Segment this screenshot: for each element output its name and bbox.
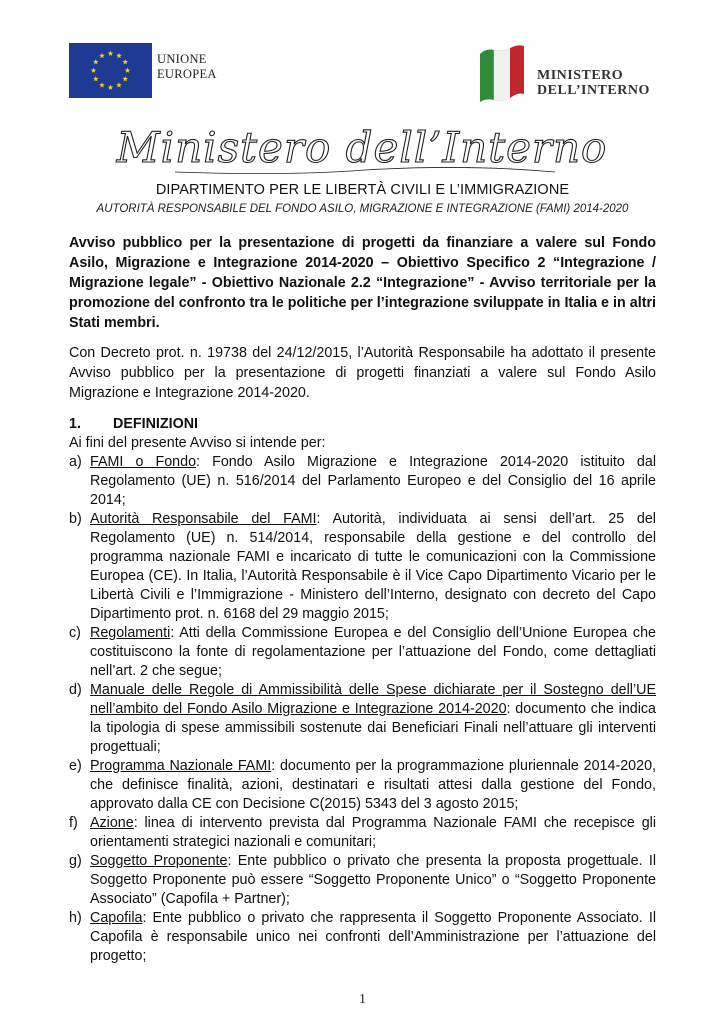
definitions-list <box>69 453 656 966</box>
ministry-signature-logo <box>116 118 608 180</box>
list-item <box>69 757 656 814</box>
item-text: : Ente pubblico o privato che presenta la proposta progettuale. Il Soggetto Proponente può essere “Soggetto Proponente Unico” o “Soggetto Proponente Associato” (Capofila + Partner); <box>90 853 657 907</box>
authority-name: AUTORITÀ RESPONSABILE DEL FONDO ASILO, MIGRAZIONE E INTEGRAZIONE (FAMI) 2014-2020 <box>96 203 629 215</box>
list-item <box>69 852 656 909</box>
definitions-section <box>69 415 656 966</box>
item-letter: b) <box>69 511 82 527</box>
eu-logo <box>69 43 152 98</box>
item-letter: d) <box>69 682 82 698</box>
item-term: Soggetto Proponente <box>90 853 228 869</box>
item-letter: c) <box>69 625 81 641</box>
item-letter: h) <box>69 910 82 926</box>
item-letter: g) <box>69 853 82 869</box>
item-letter: e) <box>69 758 82 774</box>
item-text: : Autorità, individuata ai sensi dell’art. 25 del Regolamento (UE) n. 514/2014, responsabile della gestione e del controllo del programma nazionale FAMI e incaricato di tutte le comunicazioni con la Commissione Europea (CE). In Italia, l’Autorità Responsabile è il Vice Capo Dipartimento Vicario per le Libertà Civili e l’Immigrazione - Ministero dell’Interno, designato con decreto del Capo Dipartimento prot. n. 6168 del 29 maggio 2015; <box>90 511 656 622</box>
svg-text:Ministero dell’Interno: Ministero dell’Interno <box>116 123 608 172</box>
item-term: Regolamenti <box>90 625 171 641</box>
item-text: : Atti della Commissione Europea e del Consiglio dell’Unione Europea che costituiscono la fonte di regolamentazione per l’attuazione del Fondo, come dettagliati nell’art. 2 che segue; <box>90 625 656 679</box>
item-term: Capofila <box>90 910 143 926</box>
item-text: : Ente pubblico o privato che rappresenta il Soggetto Proponente Associato. Il Capofila è responsabile unico nei confronti dell’Amministrazione per l’attuazione del progetto; <box>90 910 656 964</box>
department-name: DIPARTIMENTO PER LE LIBERTÀ CIVILI E L’IMMIGRAZIONE <box>155 182 570 198</box>
ministry-wordmark <box>537 68 650 98</box>
section-title: DEFINIZIONI <box>113 416 198 432</box>
list-item <box>69 624 656 681</box>
list-item <box>69 681 656 757</box>
intro-paragraph: Con Decreto prot. n. 19738 del 24/12/2015, l’Autorità Responsabile ha adottato il presente Avviso pubblico per la presentazione di progetti finanziati a valere sul Fondo Asilo Migrazione e Integrazione 2014-2020. <box>69 345 656 401</box>
section-heading <box>69 415 656 434</box>
item-text: : documento che indica la tipologia di spese ammissibili sostenute dai Beneficiari Finali nell’attuare gli interventi progettuali; <box>90 701 656 755</box>
item-text: : linea di intervento prevista dal Programma Nazionale FAMI che recepisce gli orientamenti strategici nazionali e comunitari; <box>90 815 656 850</box>
ministry-line-2: DELL’INTERNO <box>537 83 650 98</box>
eu-flag-icon <box>69 43 152 98</box>
item-term: Programma Nazionale FAMI <box>90 758 272 774</box>
list-item <box>69 909 656 966</box>
list-item <box>69 453 656 510</box>
item-text: : documento per la programmazione pluriennale 2014-2020, che definisce finalità, azioni, destinatari e risultati attesi dalla gestione del Fondo, approvato dalla CE con Decisione C(2015) 5343 del 3 agosto 2015; <box>90 758 656 812</box>
item-term: FAMI o Fondo <box>90 454 197 470</box>
eu-line-2: EUROPEA <box>157 67 217 81</box>
item-letter: a) <box>69 454 82 470</box>
list-item <box>69 510 656 624</box>
page-number: 1 <box>359 992 366 1007</box>
notice-title: Avviso pubblico per la presentazione di progetti da finanziare a valere sul Fondo Asilo, Migrazione e Integrazione 2014-2020 – Obiettivo Specifico 2 “Integrazione / Migrazione legale” - Obiettivo Nazionale 2.2 “Integrazione” - Avviso territoriale per la promozione del confronto tra le politiche per l’integrazione sviluppate in Italia e in altri Stati membri. <box>69 235 656 331</box>
ministry-flag-icon <box>478 44 526 102</box>
item-term: Manuale delle Regole di Ammissibilità delle Spese dichiarate per il Sostegno dell’UE nell’ambito del Fondo Asilo Migrazione e Integrazione 2014-2020 <box>90 682 656 717</box>
section-lead: Ai fini del presente Avviso si intende per: <box>69 435 326 451</box>
item-letter: f) <box>69 815 78 831</box>
ministry-line-1: MINISTERO <box>537 68 624 83</box>
eu-line-1: UNIONE <box>157 52 207 66</box>
section-number: 1. <box>69 416 81 432</box>
eu-wordmark <box>157 52 217 82</box>
list-item <box>69 814 656 852</box>
item-term: Azione <box>90 815 134 831</box>
item-term: Autorità Responsabile del FAMI <box>90 511 317 527</box>
item-text: : Fondo Asilo Migrazione e Integrazione 2014-2020 istituito dal Regolamento (UE) n. 516/2014 del Parlamento Europeo e del Consiglio del 16 aprile 2014; <box>90 454 656 508</box>
